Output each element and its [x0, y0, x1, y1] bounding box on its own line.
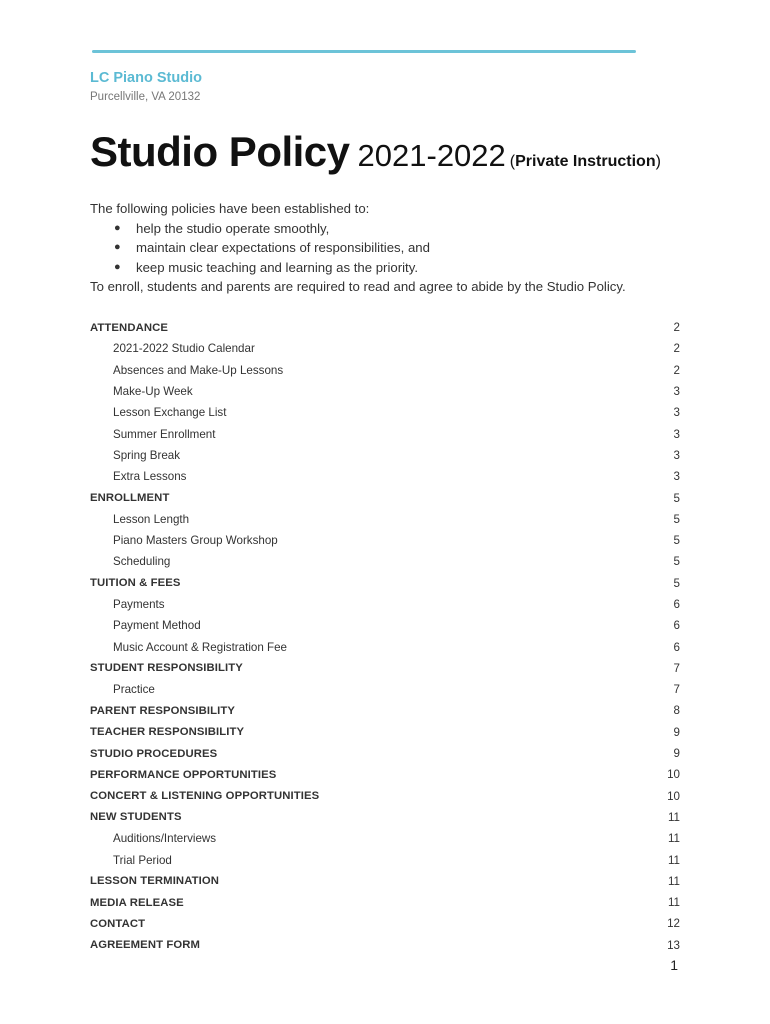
toc-entry-page[interactable]: 7	[673, 683, 680, 697]
toc-entry-label[interactable]: LESSON TERMINATION	[90, 875, 219, 888]
toc-entry-label[interactable]: Piano Masters Group Workshop	[113, 534, 278, 548]
toc-entry-page[interactable]: 5	[673, 534, 680, 548]
subtitle-text: Private Instruction	[515, 153, 656, 170]
toc-entry-label[interactable]: PARENT RESPONSIBILITY	[90, 704, 235, 717]
toc-entry-label[interactable]: AGREEMENT FORM	[90, 939, 200, 952]
toc-entry-page[interactable]: 6	[673, 619, 680, 633]
toc-subsection-entry[interactable]	[90, 445, 680, 466]
toc-section-entry[interactable]	[90, 722, 680, 743]
toc-entry-page[interactable]: 11	[667, 832, 680, 846]
toc-entry-page[interactable]: 11	[667, 853, 680, 867]
toc-section-entry[interactable]	[90, 658, 680, 679]
toc-subsection-entry[interactable]	[90, 338, 680, 359]
studio-name: LC Piano Studio	[90, 70, 202, 86]
toc-entry-label[interactable]: Trial Period	[113, 853, 172, 867]
toc-entry-label[interactable]: CONTACT	[90, 917, 146, 930]
toc-subsection-entry[interactable]	[90, 615, 680, 636]
intro-bullet	[90, 238, 690, 258]
toc-entry-label[interactable]: Absences and Make-Up Lessons	[113, 363, 284, 377]
toc-entry-page[interactable]: 5	[673, 576, 680, 590]
toc-entry-page[interactable]: 7	[673, 661, 680, 675]
toc-subsection-entry[interactable]	[90, 360, 680, 381]
toc-section-entry[interactable]	[90, 935, 680, 956]
toc-entry-label[interactable]: PERFORMANCE OPPORTUNITIES	[90, 768, 277, 781]
toc-section-entry[interactable]	[90, 892, 680, 913]
intro-closing: To enroll, students and parents are required to read and agree to abide by the Studio Policy.	[90, 279, 626, 294]
title-main: Studio Policy	[90, 128, 350, 175]
intro-lead: The following policies have been established to:	[90, 201, 370, 216]
toc-subsection-entry[interactable]	[90, 466, 680, 487]
toc-entry-label[interactable]: CONCERT & LISTENING OPPORTUNITIES	[90, 790, 320, 803]
bullet-icon: ●	[114, 260, 121, 273]
toc-subsection-entry[interactable]	[90, 551, 680, 572]
toc-entry-page[interactable]: 8	[673, 704, 680, 718]
toc-entry-page[interactable]: 13	[667, 938, 680, 952]
toc-entry-label[interactable]: TUITION & FEES	[90, 577, 181, 590]
toc-entry-page[interactable]: 3	[673, 448, 680, 462]
toc-section-entry[interactable]	[90, 743, 680, 764]
toc-section-entry[interactable]	[90, 871, 680, 892]
toc-section-entry[interactable]	[90, 764, 680, 785]
toc-entry-page[interactable]: 5	[673, 491, 680, 505]
toc-entry-page[interactable]: 10	[667, 768, 680, 782]
title-subtitle	[510, 153, 661, 170]
toc-section-entry[interactable]	[90, 913, 680, 934]
toc-entry-page[interactable]: 11	[667, 810, 680, 824]
toc-entry-page[interactable]: 3	[673, 406, 680, 420]
intro-bullet-text: help the studio operate smoothly,	[136, 220, 330, 236]
toc-entry-label[interactable]: Lesson Exchange List	[113, 406, 227, 420]
toc-entry-page[interactable]: 5	[673, 512, 680, 526]
intro-bullet-list	[90, 219, 690, 278]
toc-section-entry[interactable]	[90, 786, 680, 807]
intro-bullet	[90, 258, 690, 278]
toc-entry-label[interactable]: Spring Break	[113, 448, 181, 462]
toc-entry-page[interactable]: 6	[673, 640, 680, 654]
toc-entry-page[interactable]: 11	[667, 896, 680, 910]
bullet-icon: ●	[114, 221, 121, 234]
toc-entry-page[interactable]: 5	[673, 555, 680, 569]
page-number: 1	[670, 957, 678, 973]
page-title	[90, 128, 661, 176]
subtitle-close-paren: )	[655, 153, 661, 170]
toc-subsection-entry[interactable]	[90, 423, 680, 444]
toc-entry-page[interactable]: 6	[673, 598, 680, 611]
toc-entry-page[interactable]: 2	[673, 342, 680, 356]
toc-entry-page[interactable]: 3	[673, 385, 680, 399]
toc-entry-label[interactable]: Extra Lessons	[113, 470, 187, 484]
toc-section-entry[interactable]	[90, 317, 680, 338]
toc-section-entry[interactable]	[90, 487, 680, 508]
toc-entry-page[interactable]: 3	[673, 427, 680, 441]
intro-section	[90, 199, 690, 297]
toc-entry-label[interactable]: NEW STUDENTS	[90, 811, 182, 824]
toc-entry-label[interactable]: Payment Method	[113, 619, 201, 633]
toc-entry-label[interactable]: Scheduling	[113, 555, 171, 569]
toc-entry-label[interactable]: ATTENDANCE	[90, 321, 168, 334]
toc-entry-label[interactable]: MEDIA RELEASE	[90, 896, 184, 909]
toc-entry-page[interactable]: 2	[673, 363, 680, 377]
toc-subsection-entry[interactable]	[90, 402, 680, 423]
toc-entry-page[interactable]: 12	[667, 917, 680, 931]
toc-subsection-entry[interactable]	[90, 828, 680, 849]
studio-address: Purcellville, VA 20132	[90, 91, 201, 103]
intro-bullet	[90, 219, 690, 239]
toc-entry-page[interactable]: 3	[673, 470, 680, 484]
toc-entry-page[interactable]: 9	[673, 725, 680, 739]
toc-entry-page[interactable]: 11	[667, 874, 680, 888]
toc-entry-label[interactable]: Auditions/Interviews	[113, 832, 217, 846]
toc-entry-page[interactable]: 2	[673, 321, 680, 335]
intro-bullet-text: keep music teaching and learning as the priority.	[136, 259, 418, 275]
toc-entry-label[interactable]: TEACHER RESPONSIBILITY	[90, 726, 245, 739]
toc-subsection-entry[interactable]	[90, 381, 680, 402]
header-rule	[92, 50, 636, 53]
intro-bullet-text: maintain clear expectations of responsibilities, and	[136, 240, 430, 255]
toc-subsection-entry[interactable]	[90, 594, 680, 615]
toc-subsection-entry[interactable]	[90, 636, 680, 657]
toc-section-entry[interactable]	[90, 807, 680, 828]
toc-entry-label[interactable]: Lesson Length	[113, 512, 190, 526]
title-year: 2021-2022	[357, 138, 506, 173]
toc-entry-page[interactable]: 10	[667, 789, 680, 803]
toc-section-entry[interactable]	[90, 700, 680, 721]
toc-section-entry[interactable]	[90, 573, 680, 594]
toc-subsection-entry[interactable]	[90, 849, 680, 870]
toc-entry-label[interactable]: Payments	[113, 598, 165, 611]
toc-subsection-entry[interactable]	[90, 530, 680, 551]
toc-subsection-entry[interactable]	[90, 679, 680, 700]
table-of-contents	[90, 317, 680, 956]
toc-subsection-entry[interactable]	[90, 509, 680, 530]
toc-entry-label[interactable]: Practice	[113, 683, 155, 697]
toc-entry-label[interactable]: 2021-2022 Studio Calendar	[113, 342, 255, 356]
toc-entry-label[interactable]: STUDIO PROCEDURES	[90, 747, 218, 760]
toc-entry-label[interactable]: ENROLLMENT	[90, 492, 170, 505]
toc-entry-label[interactable]: STUDENT RESPONSIBILITY	[90, 662, 243, 675]
toc-entry-label[interactable]: Make-Up Week	[113, 385, 193, 399]
toc-entry-label[interactable]: Summer Enrollment	[113, 427, 216, 441]
subtitle-open-paren: (	[509, 153, 516, 170]
toc-entry-page[interactable]: 9	[673, 747, 680, 761]
toc-entry-label[interactable]: Music Account & Registration Fee	[113, 640, 287, 654]
bullet-icon: ●	[114, 241, 121, 253]
